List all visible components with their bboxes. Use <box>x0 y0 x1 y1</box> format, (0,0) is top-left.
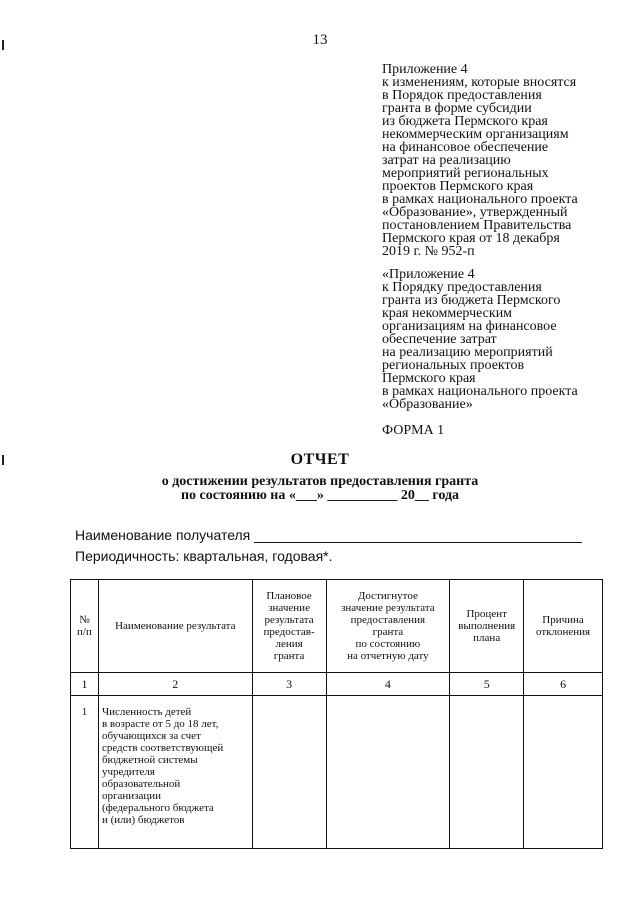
report-title: ОТЧЕТ <box>290 451 350 468</box>
result-name-line: средств соответствующей <box>101 742 224 754</box>
table-header-row <box>71 580 603 673</box>
page-number: 13 <box>312 32 328 48</box>
column-number: 6 <box>524 673 603 696</box>
appendix-2-line: «Образование» <box>382 397 473 412</box>
result-name-line: бюджетной системы <box>101 754 198 766</box>
header-cell-planned <box>252 580 326 673</box>
appendix-1-line: Пермского края от 18 декабря <box>382 231 560 246</box>
header-line: ления <box>275 638 303 650</box>
result-name-line: (федерального бюджета <box>101 802 214 814</box>
appendix-2-line: к Порядку предоставления <box>382 280 542 295</box>
appendix-1-line: к изменениям, которые вносятся <box>382 75 577 90</box>
column-number: 1 <box>71 673 99 696</box>
header-line: гранта <box>372 626 404 638</box>
header-line: № <box>79 614 90 626</box>
appendix-1-line: мероприятий региональных <box>382 166 549 181</box>
appendix-1-line: затрат на реализацию <box>382 153 511 168</box>
header-line: Достигнутое <box>357 590 418 602</box>
header-cell-percent <box>450 580 524 673</box>
appendix-2-line: региональных проектов <box>382 358 525 373</box>
header-line: Наименование результата <box>115 620 236 632</box>
appendix-2-line: «Приложение 4 <box>382 267 475 282</box>
appendix-1-line: постановлением Правительства <box>382 218 572 233</box>
appendix-2-line: организациям на финансовое <box>382 319 557 334</box>
result-name-line: организации <box>101 790 161 802</box>
appendix-2-line: на реализацию мероприятий <box>382 345 553 360</box>
periodicity-text: Периодичность: квартальная, годовая*. <box>75 548 333 564</box>
appendix-2-line: края некоммерческим <box>382 306 513 321</box>
appendix-1-line: в рамках национального проекта <box>382 192 578 207</box>
appendix-1-line: гранта в форме субсидии <box>382 101 532 116</box>
header-line: предоставления <box>350 614 426 626</box>
result-name-line: учредителя <box>101 766 155 778</box>
report-subtitle <box>0 475 640 503</box>
header-line: Причина <box>542 614 584 626</box>
column-number: 2 <box>98 673 252 696</box>
header-cell-reason <box>524 580 603 673</box>
appendix-1-line: на финансовое обеспечение <box>382 140 549 155</box>
header-line: результата <box>264 614 314 626</box>
appendix-2-line: Пермского края <box>382 371 476 386</box>
header-cell-result-name <box>98 580 252 673</box>
header-line: выполнения <box>458 620 516 632</box>
recipient-field <box>75 527 582 543</box>
column-number: 3 <box>252 673 326 696</box>
row-achieved-value[interactable] <box>326 696 450 849</box>
row-planned-value[interactable] <box>252 696 326 849</box>
header-line: на отчетную дату <box>347 650 429 662</box>
row-result-name <box>98 696 252 849</box>
column-number: 5 <box>450 673 524 696</box>
header-line: по состоянию <box>355 638 421 650</box>
subtitle-line: о достижении результатов предоставления гранта <box>161 474 479 489</box>
form-label: ФОРМА 1 <box>382 423 445 438</box>
recipient-label: Наименование получателя <box>75 527 251 543</box>
result-name-line: и (или) бюджетов <box>101 814 185 826</box>
header-cell-number <box>71 580 99 673</box>
appendix-1-line: из бюджета Пермского края <box>382 114 548 129</box>
appendix-2-block <box>382 268 622 411</box>
subtitle-line: по состоянию на «___» __________ 20__ года <box>180 488 460 503</box>
table-row <box>71 696 603 849</box>
appendix-1-line: Приложение 4 <box>382 62 468 77</box>
appendix-2-line: в рамках национального проекта <box>382 384 578 399</box>
column-number: 4 <box>326 673 450 696</box>
appendix-1-line: 2019 г. № 952-п <box>382 244 475 259</box>
column-number-row <box>71 673 603 696</box>
header-line: значение результата <box>341 602 435 614</box>
appendix-1-line: «Образование», утвержденный <box>382 205 568 220</box>
appendix-2-line: гранта из бюджета Пермского <box>382 293 561 308</box>
result-name-line: в возрасте от 5 до 18 лет, <box>101 718 219 730</box>
row-index: 1 <box>71 696 99 849</box>
recipient-blank-line[interactable] <box>254 528 582 543</box>
header-cell-achieved <box>326 580 450 673</box>
appendix-1-line: некоммерческим организациям <box>382 127 569 142</box>
header-line: плана <box>473 632 501 644</box>
header-line: Плановое <box>266 590 312 602</box>
row-deviation-reason[interactable] <box>524 696 603 849</box>
result-name-line: обучающихся за счет <box>101 730 201 742</box>
header-line: значение <box>268 602 310 614</box>
result-name-line: Численность детей <box>101 706 192 718</box>
row-percent-value[interactable] <box>450 696 524 849</box>
appendix-1-line: в Порядок предоставления <box>382 88 542 103</box>
header-line: предостав- <box>263 626 315 638</box>
appendix-1-block <box>382 63 622 258</box>
header-line: п/п <box>77 626 92 638</box>
results-table <box>70 579 603 849</box>
header-line: Процент <box>466 608 507 620</box>
header-line: гранта <box>273 650 305 662</box>
appendix-1-line: проектов Пермского края <box>382 179 534 194</box>
result-name-line: образовательной <box>101 778 181 790</box>
appendix-2-line: обеспечение затрат <box>382 332 497 347</box>
header-line: отклонения <box>536 626 591 638</box>
